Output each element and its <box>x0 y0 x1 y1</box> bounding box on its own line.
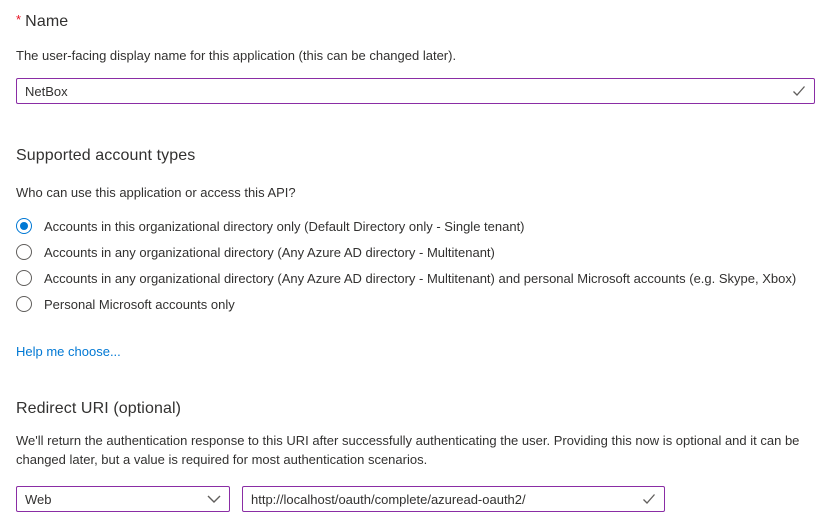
radio-option-single-tenant[interactable] <box>16 213 815 239</box>
name-section-title <box>16 12 815 31</box>
radio-option-label: Personal Microsoft accounts only <box>44 296 235 312</box>
radio-button-icon[interactable] <box>16 296 32 312</box>
supported-account-types-section <box>16 147 815 359</box>
name-field-wrap <box>16 78 815 104</box>
radio-option-label: Accounts in any organizational directory (Any Azure AD directory - Multitenant) and personal Microsoft accounts (e.g. Skype, Xbox) <box>44 270 797 286</box>
radio-option-label: Accounts in this organizational directory only (Default Directory only - Single tenant) <box>44 218 525 234</box>
redirect-uri-controls <box>16 486 815 512</box>
redirect-uri-input[interactable] <box>242 486 665 512</box>
redirect-uri-title: Redirect URI (optional) <box>16 400 182 417</box>
name-section-title-text: Name <box>25 13 69 30</box>
radio-button-icon[interactable] <box>16 218 32 234</box>
platform-select-wrap <box>16 486 230 512</box>
radio-option-multitenant-personal[interactable] <box>16 265 815 291</box>
platform-select[interactable] <box>16 486 230 512</box>
redirect-uri-field-wrap <box>242 486 665 512</box>
radio-option-label: Accounts in any organizational directory (Any Azure AD directory - Multitenant) <box>44 244 495 260</box>
radio-button-icon[interactable] <box>16 270 32 286</box>
account-types-title: Supported account types <box>16 147 196 164</box>
radio-button-icon[interactable] <box>16 244 32 260</box>
name-section <box>16 12 815 104</box>
redirect-uri-section <box>16 400 815 512</box>
help-me-choose-link[interactable]: Help me choose... <box>16 344 121 359</box>
radio-option-personal-only[interactable] <box>16 291 815 317</box>
account-types-question: Who can use this application or access this API? <box>16 185 296 200</box>
account-type-options <box>16 213 815 317</box>
redirect-uri-description: We'll return the authentication response to this URI after successfully authenticating the user. Providing this now is optional and it can be changed later, but a value is required for most authentication scenarios. <box>16 433 800 467</box>
name-input[interactable] <box>16 78 815 104</box>
radio-option-multitenant[interactable] <box>16 239 815 265</box>
platform-selected-value: Web <box>25 491 52 507</box>
required-asterisk: * <box>16 12 22 27</box>
name-description: The user-facing display name for this application (this can be changed later). <box>16 48 457 63</box>
